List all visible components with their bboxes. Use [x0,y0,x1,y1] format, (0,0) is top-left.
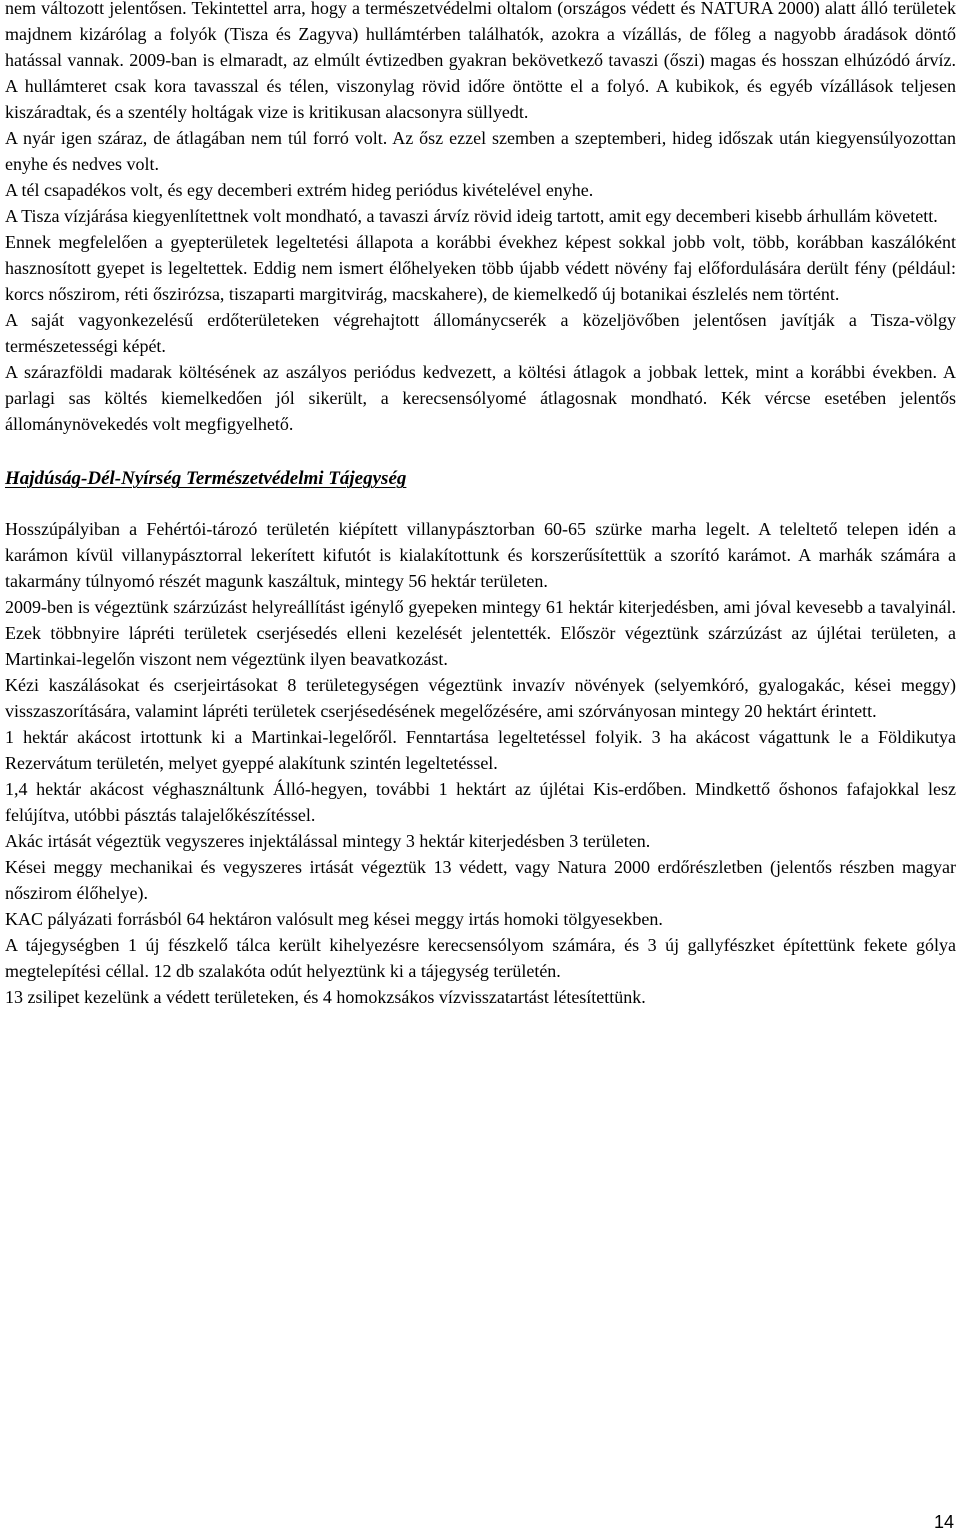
paragraph-acacia-removal: 1 hektár akácost irtottunk ki a Martinkai-legelőről. Fenntartása legeltetéssel folyik. 3 ha akácost vágattunk le a Földikutya Rezervátum területén, melyet gyeppé alakítunk szintén legeltetéssel. [5,727,956,773]
paragraph-water-regime: nem változott jelentősen. Tekintettel arra, hogy a természetvédelmi oltalom (országos védett és NATURA 2000) alatt álló területek majdnem kizárólag a folyók (Tisza és Zagyva) hullámtérben találhatók, azokra a vízállás, de főleg a nagyobb áradások döntő hatással vannak. 2009-ban is elmaradt, az elmúlt évtizedben gyakran bekövetkező tavaszi (őszi) magas és hosszan elhúzódó árvíz. A hullámteret csak kora tavasszal és télen, viszonylag rövid időre öntötte el a folyó. A kubikok, és egyéb vízállások teljesen kiszáradtak, és a szentély holtágak vize is kritikusan alacsonyra süllyedt. [5,0,956,122]
paragraph-winter: A tél csapadékos volt, és egy decemberi extrém hideg periódus kivételével enyhe. [5,180,594,200]
paragraph-stalk-crushing: 2009-ben is végeztünk szárzúzást helyreállítást igénylő gyepeken mintegy 61 hektár kiterjedésben, ami jóval kevesebb a tavalyinál. Ezek többnyire lápréti területek cserjésedés elleni kezelését jelentették. Először végeztünk szárzúzást az újlétai területen, a Martinkai-legelőn viszont nem végeztünk ilyen beavatkozást. [5,597,956,669]
paragraph-forest: A saját vagyonkezelésű erdőterületeken végrehajtott állománycserék a közeljövőben jelentősen javítják a Tisza-völgy természetességi képét. [5,310,956,356]
section-heading: Hajdúság-Dél-Nyírség Természetvédelmi Tájegység [5,468,407,489]
paragraph-birds: A szárazföldi madarak költésének az aszályos periódus kedvezett, a költési átlagok a jobbak lettek, mint a korábbi években. A parlagi sas költés kiemelkedően jól sikerült, a kerecsensólyomé átlagosnak mondható. Kék vércse esetében jelentős állománynövekedés volt megfigyelhető. [5,362,956,434]
paragraph-black-cherry: Kései meggy mechanikai és vegyszeres irtását végeztük 13 védett, vagy Natura 2000 erdőrészletben (jelentős részben magyar nőszirom élőhelye). [5,857,956,903]
document-page [5,0,956,1010]
paragraph-grassland: Ennek megfelelően a gyepterületek legeltetési állapota a korábbi évekhez képest sokkal jobb volt, több, korábban kaszálóként hasznosított gyepet is legeltettek. Eddig nem ismert élőhelyeken több újabb védett növény faj előfordulására derült fény (például: korcs nőszirom, réti őszirózsa, tiszaparti margitvirág, macskahere), de kiemelkedő új botanikai észlelés nem történt. [5,232,956,304]
section-tisza-region [5,0,956,437]
paragraph-sluices: 13 zsilipet kezelünk a védett területeken, és 4 homokzsákos vízvisszatartást létesítettünk. [5,987,646,1007]
paragraph-summer-autumn: A nyár igen száraz, de átlagában nem túl forró volt. Az ősz ezzel szemben a szeptemberi, hideg időszak után kiegyensúlyozottan enyhe és nedves volt. [5,128,956,174]
paragraph-grey-cattle: Hosszúpályiban a Fehértói-tározó területén kiépített villanypásztorban 60-65 szürke marha legelt. A teleltető telepen idén a karámon kívül villanypásztorral lekerített kifutót is kialakítottunk és korszerűsítettük a szorító karámot. A marhák számára a takarmány túlnyomó részét magunk kaszáltuk, mintegy 56 hektár területen. [5,519,956,591]
section-hajdusag [5,516,956,1010]
page-number: 14 [933,1512,954,1532]
paragraph-acacia-harvest: 1,4 hektár akácost véghasználtunk Álló-hegyen, további 1 hektárt az újlétai Kis-erdőben. Mindkettő őshonos fafajokkal lesz felújítva, utóbbi pásztás talajelőkészítéssel. [5,779,956,825]
paragraph-nesting: A tájegységben 1 új fészkelő tálca került kihelyezésre kerecsensólyom számára, és 3 új gallyfészket építettünk fekete gólya megtelepítési céllal. 12 db szalakóta odút helyeztünk ki a tájegység területén. [5,935,956,981]
paragraph-acacia-injection: Akác irtását végeztük vegyszeres injektálással mintegy 3 hektár kiterjedésben 3 területen. [5,831,651,851]
paragraph-kac-funding: KAC pályázati forrásból 64 hektáron valósult meg kései meggy irtás homoki tölgyesekben. [5,909,663,929]
paragraph-manual-mowing: Kézi kaszálásokat és cserjeirtásokat 8 területegységen végeztünk invazív növények (selyemkóró, gyalogakác, kései meggy) visszaszorítására, valamint lápréti területek cserjésedésének megelőzésére, ami szórványosan mintegy 20 hektárt érintett. [5,675,956,721]
paragraph-tisza-flow: A Tisza vízjárása kiegyenlítettnek volt mondható, a tavaszi árvíz rövid ideig tartott, amit egy decemberi kisebb árhullám követett. [5,206,938,226]
